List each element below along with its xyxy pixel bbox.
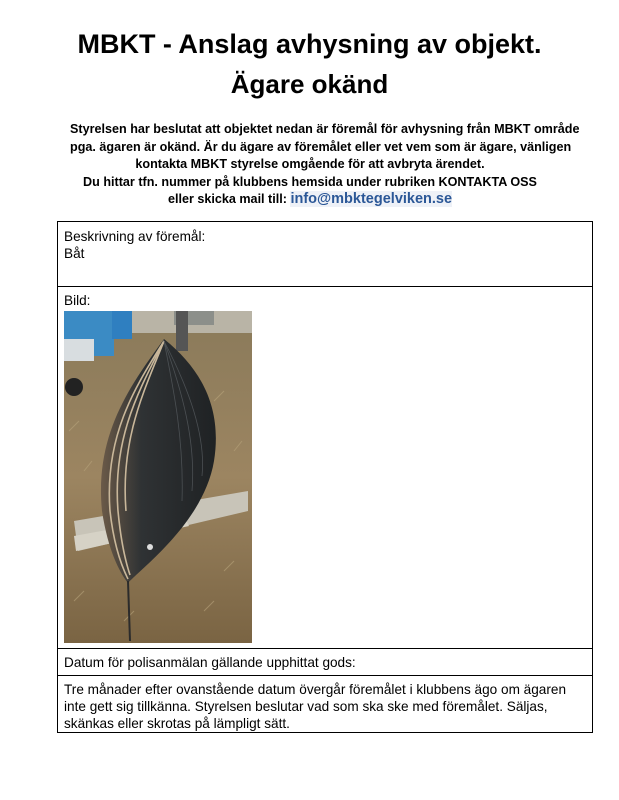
notice-line: pga. ägaren är okänd. Är du ägare av föremålet eller vet vem som är ägare, vänligen [70,139,572,154]
photo-row [58,287,592,649]
terms-text: Tre månader efter ovanstående datum övergår föremålet i klubbens ägo om ägaren inte gett sig tillkänna. Styrelsen beslutar vad som ska ske med föremålet. Säljas, skänkas eller skrotas på lämpligt sätt. [64,682,566,731]
notice-line: Du hittar tfn. nummer på klubbens hemsida under rubriken KONTAKTA OSS [83,174,537,189]
email-link[interactable]: info@mbktegelviken.se [290,191,453,208]
notice-form [57,221,593,733]
terms-row [58,676,592,732]
police-report-label: Datum för polisanmälan gällande upphittat gods: [64,655,356,670]
photo-label: Bild: [64,293,91,308]
notice-text [70,121,580,209]
police-report-row [58,649,592,676]
notice-line: Styrelsen har beslutat att objektet nedan är föremål för avhysning från MBKT område [70,122,580,136]
email-prefix: eller skicka mail till: [167,192,287,207]
notice-line-email [70,191,550,209]
page-subtitle: Ägare okänd [230,69,389,99]
page-title: MBKT - Anslag avhysning av objekt. [77,29,542,59]
description-row [58,222,592,287]
description-label: Beskrivning av föremål: [64,229,206,244]
boat-photo [64,311,252,643]
notice-line: kontakta MBKT styrelse omgående för att avbryta ärendet. [135,157,485,172]
description-value: Båt [64,246,85,261]
